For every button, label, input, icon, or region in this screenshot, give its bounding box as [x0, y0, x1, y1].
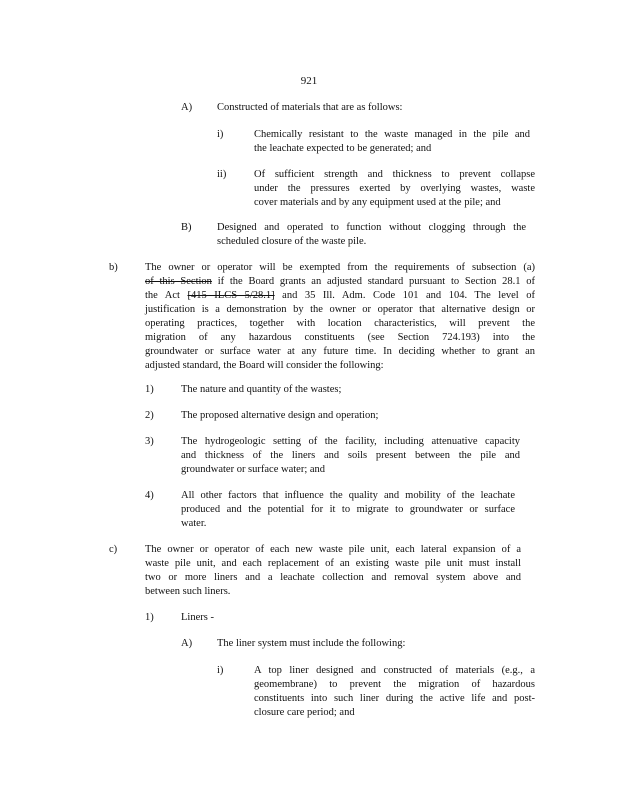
text-line: water. [181, 518, 207, 529]
paragraph-c-1: Liners - [181, 612, 214, 623]
text-line: under the pressures exerted by overlying wastes, waste [254, 183, 535, 194]
struck-text: of this Section [145, 276, 212, 287]
paragraph-b-3 [181, 435, 520, 477]
text-line: operating practices, together with location characteristics, will prevent the [145, 318, 535, 329]
paragraph-b-upper [217, 221, 526, 249]
paragraph-b-4 [181, 489, 515, 531]
item-marker: ii) [217, 169, 227, 180]
text-line: Designed and operated to function without clogging through the [217, 222, 526, 233]
item-marker: A) [181, 102, 193, 113]
text-line: two or more liners and a leachate collection and removal system above and [145, 572, 521, 583]
text-line: scheduled closure of the waste pile. [217, 236, 367, 247]
text-line: migration of any hazardous constituents (see Section 724.193) into the [145, 332, 535, 343]
text-line: Of sufficient strength and thickness to prevent collapse [254, 169, 535, 180]
paragraph-c [145, 543, 521, 599]
paragraph-a-ii [254, 168, 535, 210]
text-line: waste pile unit, and each replacement of an existing waste pile unit must install [145, 558, 521, 569]
paragraph-b-2: The proposed alternative design and operation; [181, 410, 379, 421]
paragraph-c-1-a-i [254, 664, 535, 720]
text-line: A top liner designed and constructed of materials (e.g., a [254, 665, 535, 676]
text-line: between such liners. [145, 586, 231, 597]
text-line: adjusted standard, the Board will consider the following: [145, 360, 384, 371]
item-marker: 4) [145, 490, 154, 501]
text-line: cover materials and by any equipment used at the pile; and [254, 197, 501, 208]
text-line: the leachate expected to be generated; and [254, 143, 432, 154]
item-marker: B) [181, 222, 192, 233]
text-line: produced and the potential for it to migrate to groundwater or surface [181, 504, 515, 515]
text-line: closure care period; and [254, 707, 355, 718]
section-marker: c) [109, 544, 118, 555]
text-line: groundwater or surface water; and [181, 464, 326, 475]
text-line: All other factors that influence the quality and mobility of the leachate [181, 490, 515, 501]
section-marker: b) [109, 262, 118, 273]
paragraph-a-i [254, 128, 530, 156]
paragraph-b-1: The nature and quantity of the wastes; [181, 384, 342, 395]
item-marker: 3) [145, 436, 154, 447]
text-line: justification is a demonstration by the owner or operator that alternative design or [145, 304, 535, 315]
item-marker: i) [217, 665, 224, 676]
page-number: 921 [300, 75, 318, 87]
item-marker: A) [181, 638, 193, 649]
text-line: groundwater or surface water at any future time. In deciding whether to grant an [145, 346, 535, 357]
paragraph-a: Constructed of materials that are as follows: [217, 102, 403, 113]
item-marker: 1) [145, 384, 154, 395]
item-marker: i) [217, 129, 224, 140]
paragraph-c-1-a: The liner system must include the following: [217, 638, 406, 649]
text-line: and thickness of the liners and soils present between the pile and [181, 450, 520, 461]
text-line: Chemically resistant to the waste managed in the pile and [254, 129, 530, 140]
text-line: constituents into such liner during the active life and post- [254, 693, 535, 704]
text-line: geomembrane) to prevent the migration of hazardous [254, 679, 535, 690]
paragraph-b: The owner or operator will be exempted from the requirements of subsection (a) of this Section if the Board grants an adjusted standard pursuant to Section 28.1 of the Act [415 ILCS 5/28.1] and 35 Ill. Adm. Code 101 and 104. The level of justification is a demonstration by the owner or operator that alternative design or operating practices, together with location characteristics, will prevent the migration of any hazardous constituents (see Section 724.193) into the groundwater or surface water at any future time. In deciding whether to grant an adjusted standard, the Board will consider the following: [145, 262, 535, 371]
item-marker: 1) [145, 612, 154, 623]
struck-text: [415 ILCS 5/28.1] [187, 290, 275, 301]
text-line: The owner or operator of each new waste pile unit, each lateral expansion of a [145, 544, 521, 555]
text-line: The hydrogeologic setting of the facility, including attenuative capacity [181, 436, 520, 447]
item-marker: 2) [145, 410, 154, 421]
